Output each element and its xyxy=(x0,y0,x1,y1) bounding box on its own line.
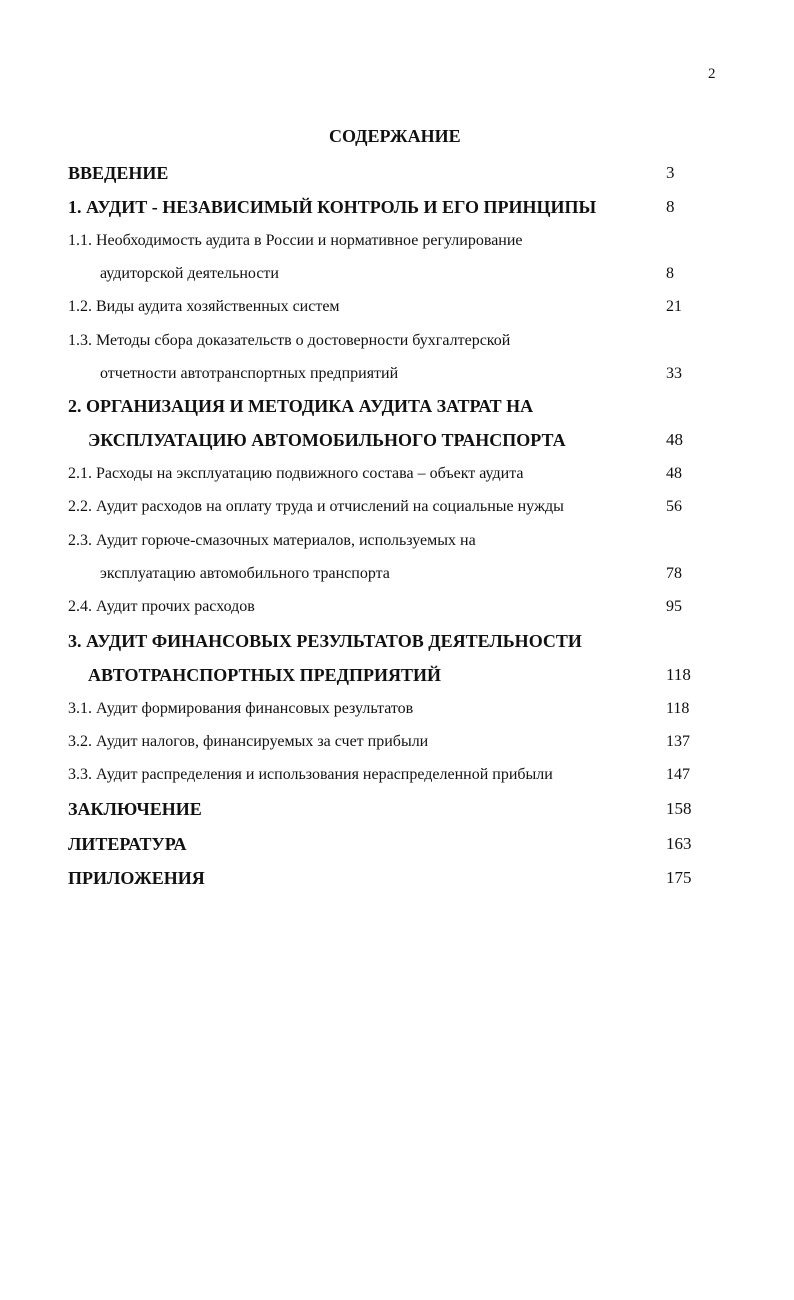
toc-section-title: 2.3. Аудит горюче-смазочных материалов, используемых на xyxy=(68,532,476,549)
toc-page-number: 8 xyxy=(666,265,674,282)
toc-page-number: 56 xyxy=(666,498,682,515)
toc-section-title: 1.1. Необходимость аудита в России и нормативное регулирование xyxy=(68,232,523,249)
toc-chapter-title: ВВЕДЕНИЕ xyxy=(68,163,169,183)
page-number: 2 xyxy=(708,66,716,82)
toc-section-title: 1.3. Методы сбора доказательств о достоверности бухгалтерской xyxy=(68,332,511,349)
toc-page-number: 8 xyxy=(666,197,675,216)
toc-section-title: 3.2. Аудит налогов, финансируемых за счет прибыли xyxy=(68,733,429,750)
toc-page-number: 137 xyxy=(666,733,690,750)
toc-page-number: 163 xyxy=(666,834,692,853)
toc-section-title: 3.1. Аудит формирования финансовых результатов xyxy=(68,700,414,717)
toc-section-title: 2.2. Аудит расходов на оплату труда и отчислений на социальные нужды xyxy=(68,498,564,515)
toc-page-number: 3 xyxy=(666,163,675,182)
toc-page-number: 175 xyxy=(666,868,692,887)
toc-section-title: 3.3. Аудит распределения и использования нераспределенной прибыли xyxy=(68,766,553,783)
toc-page-number: 78 xyxy=(666,565,682,582)
toc-chapter-title: АВТОТРАНСПОРТНЫХ ПРЕДПРИЯТИЙ xyxy=(88,665,442,685)
toc-page-number: 48 xyxy=(666,430,683,449)
toc-chapter-title: ЗАКЛЮЧЕНИЕ xyxy=(68,799,202,819)
toc-chapter-title: 1. АУДИТ - НЕЗАВИСИМЫЙ КОНТРОЛЬ И ЕГО ПРИНЦИПЫ xyxy=(68,197,597,217)
toc-section-title: 2.4. Аудит прочих расходов xyxy=(68,598,255,615)
toc-page-number: 147 xyxy=(666,766,690,783)
toc-section-title: эксплуатацию автомобильного транспорта xyxy=(100,565,390,582)
toc-chapter-title: ЭКСПЛУАТАЦИЮ АВТОМОБИЛЬНОГО ТРАНСПОРТА xyxy=(88,430,566,450)
toc-section-title: 1.2. Виды аудита хозяйственных систем xyxy=(68,298,340,315)
toc-chapter-title: ПРИЛОЖЕНИЯ xyxy=(68,868,205,888)
toc-chapter-title: 3. АУДИТ ФИНАНСОВЫХ РЕЗУЛЬТАТОВ ДЕЯТЕЛЬНОСТИ xyxy=(68,631,582,651)
toc-page-number: 21 xyxy=(666,298,682,315)
toc-page-number: 118 xyxy=(666,665,691,684)
toc-section-title: отчетности автотранспортных предприятий xyxy=(100,365,399,382)
toc-title-text: СОДЕРЖАНИЕ xyxy=(329,126,461,146)
toc-section-title: аудиторской деятельности xyxy=(100,265,279,282)
toc-chapter-title: ЛИТЕРАТУРА xyxy=(68,834,187,854)
toc-page-number: 48 xyxy=(666,465,682,482)
toc-page-number: 158 xyxy=(666,799,692,818)
toc-chapter-title: 2. ОРГАНИЗАЦИЯ И МЕТОДИКА АУДИТА ЗАТРАТ НА xyxy=(68,396,534,416)
toc-section-title: 2.1. Расходы на эксплуатацию подвижного состава – объект аудита xyxy=(68,465,524,482)
toc-page-number: 118 xyxy=(666,700,690,717)
toc-page-number: 95 xyxy=(666,598,682,615)
toc-page-number: 33 xyxy=(666,365,682,382)
